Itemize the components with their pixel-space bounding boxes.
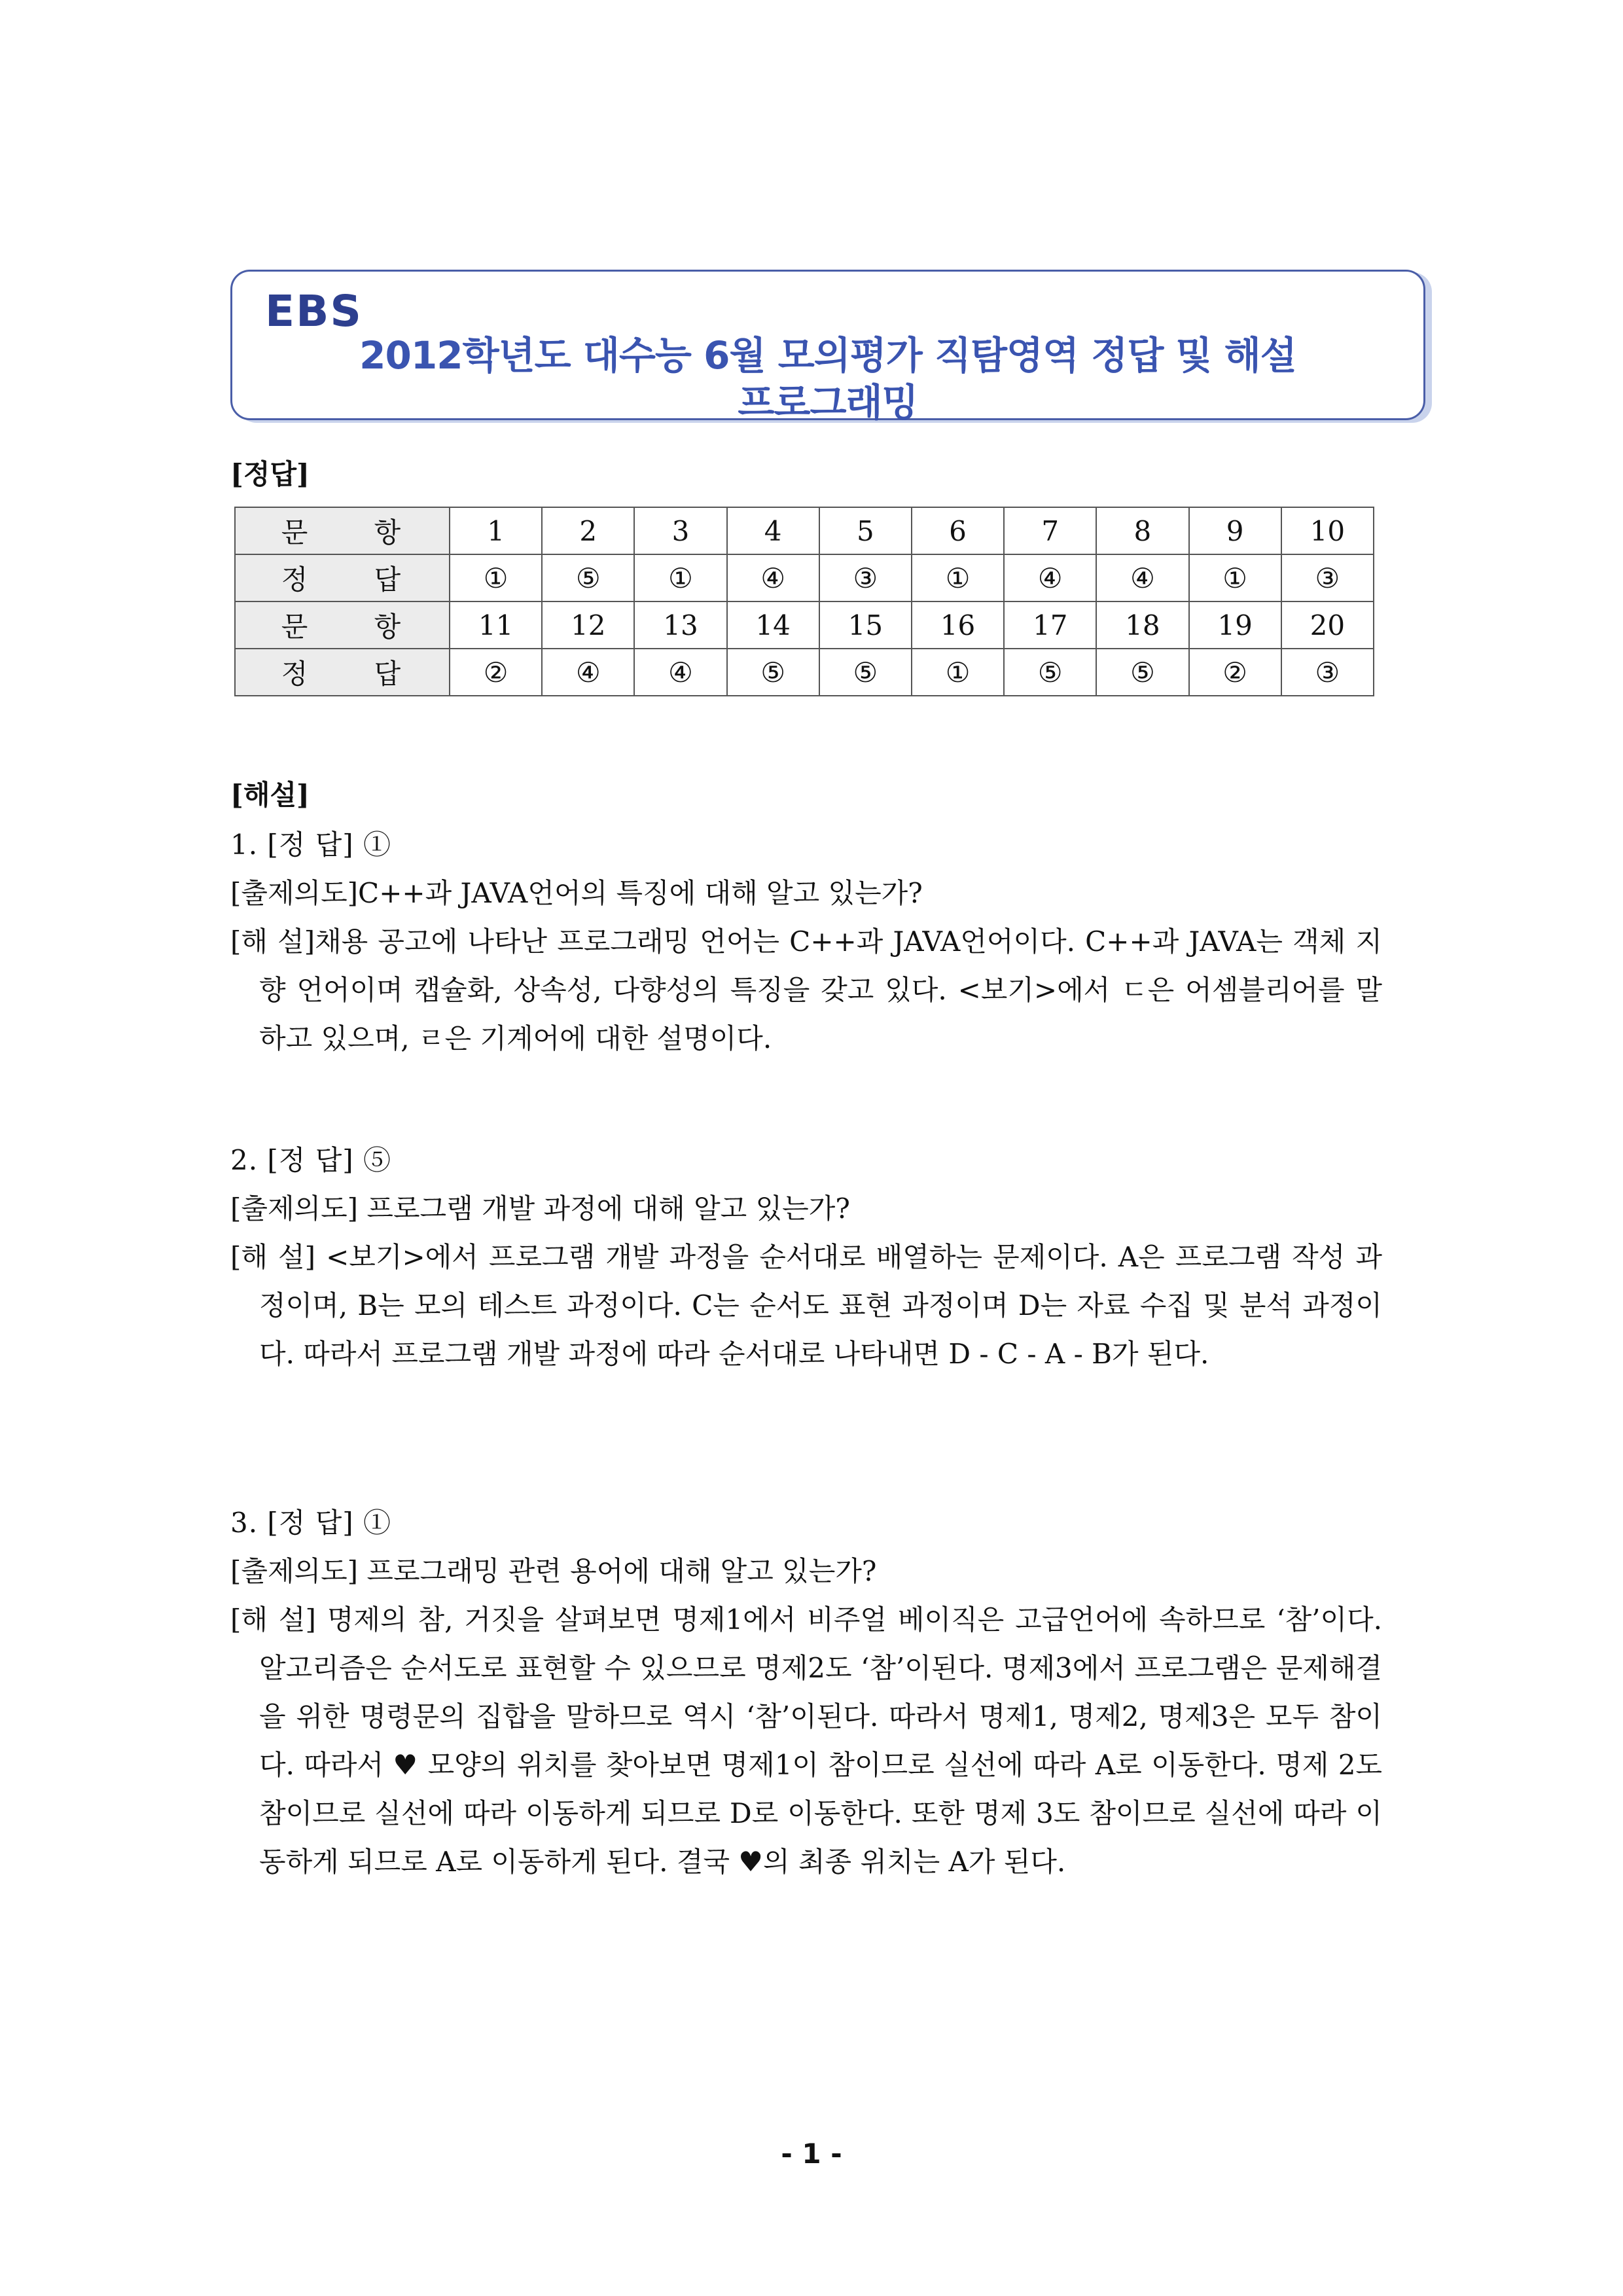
question-number-cell: 18 — [1096, 601, 1188, 649]
answer-cell: ⑤ — [1096, 649, 1188, 696]
answer-cell: ④ — [542, 649, 634, 696]
question-number-cell: 13 — [634, 601, 726, 649]
explanations-section-label: [해설] — [230, 779, 310, 811]
answer-cell: ④ — [1096, 554, 1188, 601]
question-number-cell: 9 — [1189, 507, 1281, 554]
answer-cell: ⑤ — [819, 649, 912, 696]
question-number-cell: 3 — [634, 507, 726, 554]
question-number-cell: 1 — [450, 507, 542, 554]
explanation-intent: [출제의도]C++과 JAVA언어의 특징에 대해 알고 있는가? — [230, 877, 923, 909]
explanation-commentary: [해 설] <보기>에서 프로그램 개발 과정을 순서대로 배열하는 문제이다. A은 프로그램 작성 과정이며, B는 모의 테스트 과정이다. C는 순서도 표현 과정이며 D는 자료 수집 및 분석 과정이다. 따라서 프로그램 개발 과정에 따라 순서대로 나타내면 D - C - A - B가 된다. — [230, 1241, 1382, 1370]
question-number-cell: 7 — [1004, 507, 1096, 554]
answer-cell: ③ — [1281, 649, 1374, 696]
question-number-cell: 17 — [1004, 601, 1096, 649]
answer-cell: ④ — [634, 649, 726, 696]
answer-cell: ① — [1189, 554, 1281, 601]
answer-cell: ③ — [819, 554, 912, 601]
answer-row — [235, 554, 1374, 601]
answer-cell: ② — [450, 649, 542, 696]
answer-row-header: 정 답 — [235, 554, 450, 601]
question-row-header: 문 항 — [235, 507, 450, 554]
answer-cell: ① — [450, 554, 542, 601]
title-banner — [230, 270, 1425, 425]
explanation-heading: 3. [정 답] ① — [230, 1507, 392, 1539]
explanation-commentary: [해 설]채용 공고에 나타난 프로그래밍 언어는 C++과 JAVA언어이다. C++과 JAVA는 객체 지향 언어이며 캡슐화, 상속성, 다향성의 특징을 갖고 있다. <보기>에서 ㄷ은 어셈블리어를 말하고 있으며, ㄹ은 기계어에 대한 설명이다. — [230, 925, 1382, 1054]
answer-cell: ⑤ — [727, 649, 819, 696]
question-number-cell: 6 — [912, 507, 1004, 554]
question-number-cell: 2 — [542, 507, 634, 554]
title-line-1: 2012학년도 대수능 6월 모의평가 직탐영역 정답 및 해설 — [359, 333, 1296, 378]
answer-cell: ⑤ — [542, 554, 634, 601]
explanation-item-1 — [230, 821, 1382, 1063]
answer-cell: ⑤ — [1004, 649, 1096, 696]
question-number-cell: 20 — [1281, 601, 1374, 649]
answer-cell: ① — [912, 649, 1004, 696]
question-number-cell: 14 — [727, 601, 819, 649]
question-number-cell: 19 — [1189, 601, 1281, 649]
answer-table — [234, 507, 1374, 696]
question-number-row — [235, 601, 1374, 649]
answer-cell: ④ — [727, 554, 819, 601]
question-number-cell: 5 — [819, 507, 912, 554]
answer-row — [235, 649, 1374, 696]
explanation-intent: [출제의도] 프로그램 개발 과정에 대해 알고 있는가? — [230, 1193, 850, 1225]
explanation-item-2 — [230, 1136, 1382, 1378]
title-line-2: 프로그래밍 — [738, 380, 918, 425]
document-title — [232, 332, 1423, 426]
answer-cell: ② — [1189, 649, 1281, 696]
answers-section-label: [정답] — [230, 458, 310, 490]
question-number-cell: 4 — [727, 507, 819, 554]
question-number-cell: 12 — [542, 601, 634, 649]
answer-cell: ④ — [1004, 554, 1096, 601]
explanation-commentary: [해 설] 명제의 참, 거짓을 살펴보면 명제1에서 비주얼 베이직은 고급언어에 속하므로 ‘참’이다. 알고리즘은 순서도로 표현할 수 있으므로 명제2도 ‘참’이된다. 명제3에서 프로그램은 문제해결을 위한 명령문의 집합을 말하므로 역시 ‘참’이된다. 따라서 명제1, 명제2, 명제3은 모두 참이다. 따라서 ♥ 모양의 위치를 찾아보면 명제1이 참이므로 실선에 따라 A로 이동한다. 명제 2도 참이므로 실선에 따라 이동하게 되므로 D로 이동한다. 또한 명제 3도 참이므로 실선에 따라 이동하게 되므로 A로 이동하게 된다. 결국 ♥의 최종 위치는 A가 된다. — [230, 1604, 1382, 1878]
question-number-row — [235, 507, 1374, 554]
answer-row-header: 정 답 — [235, 649, 450, 696]
explanation-item-3 — [230, 1499, 1382, 1886]
ebs-logo: EBS — [265, 286, 363, 336]
question-number-cell: 16 — [912, 601, 1004, 649]
question-number-cell: 10 — [1281, 507, 1374, 554]
question-number-cell: 8 — [1096, 507, 1188, 554]
answer-cell: ③ — [1281, 554, 1374, 601]
question-number-cell: 15 — [819, 601, 912, 649]
explanation-heading: 1. [정 답] ① — [230, 829, 392, 861]
answer-cell: ① — [912, 554, 1004, 601]
explanation-intent: [출제의도] 프로그래밍 관련 용어에 대해 알고 있는가? — [230, 1555, 877, 1587]
answer-cell: ① — [634, 554, 726, 601]
explanation-heading: 2. [정 답] ⑤ — [230, 1144, 392, 1176]
question-number-cell: 11 — [450, 601, 542, 649]
question-row-header: 문 항 — [235, 601, 450, 649]
page-number: - 1 - — [781, 2138, 842, 2170]
